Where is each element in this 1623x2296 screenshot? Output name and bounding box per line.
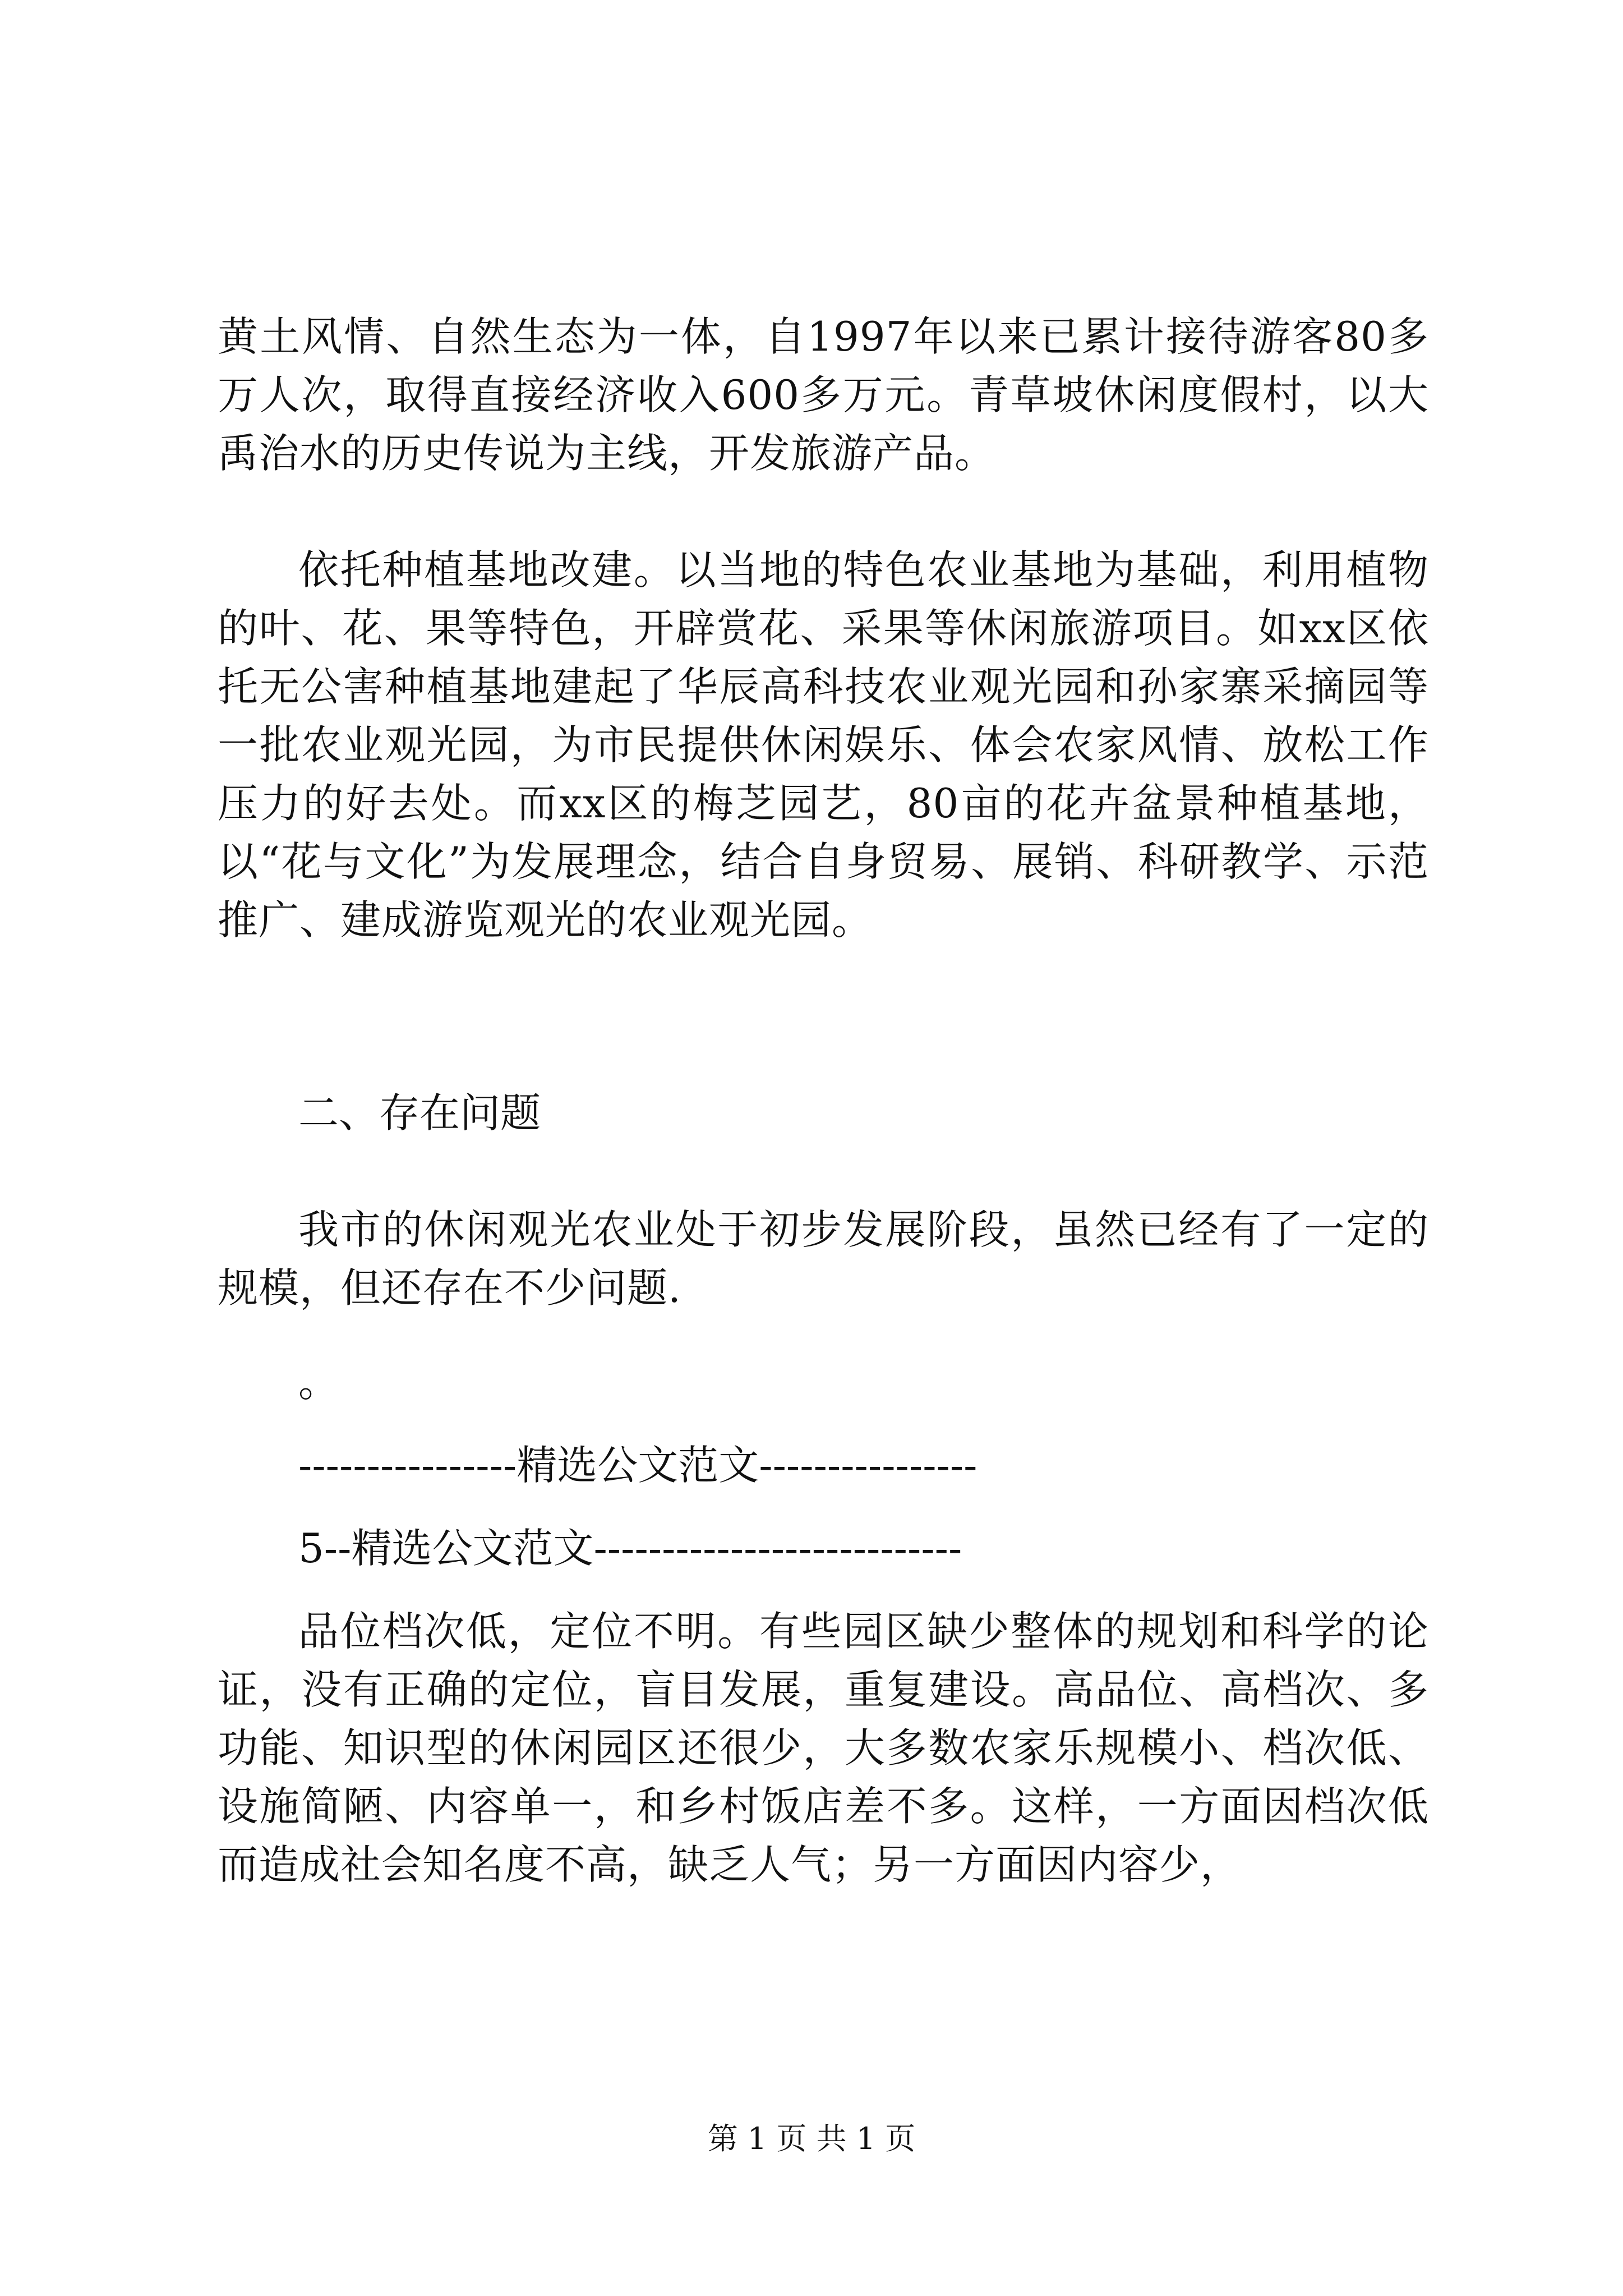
paragraph-continuation: 黄土风情、自然生态为一体，自1997年以来已累计接待游客80多万人次，取得直接经济收入600多万元。青草坡休闲度假村，以大禹治水的历史传说为主线，开发旅游产品。 bbox=[218, 313, 1429, 477]
paragraph-low-grade: 品位档次低，定位不明。有些园区缺少整体的规划和科学的论证，没有正确的定位，盲目发展，重复建设。高品位、高档次、多功能、知识型的休闲园区还很少，大多数农家乐规模小、档次低、设施简陋、内容单一，和乡村饭店差不多。这样，一方面因档次低而造成社会知名度不高，缺乏人气；另一方面因内容少， bbox=[218, 1608, 1429, 1888]
stray-period: 。 bbox=[298, 1359, 339, 1406]
paragraph-problems-intro: 我市的休闲观光农业处于初步发展阶段，虽然已经有了一定的规模，但还存在不少问题. bbox=[218, 1206, 1429, 1312]
paragraph-planting-base: 依托种植基地改建。以当地的特色农业基地为基础，利用植物的叶、花、果等特色，开辟赏花、采果等休闲旅游项目。如xx区依托无公害种植基地建起了华辰高科技农业观光园和孙家寨采摘园等一批农业观光园，为市民提供休闲娱乐、体会农家风情、放松工作压力的好去处。而xx区的梅芝园艺，80亩的花卉盆景种植基地，以“花与文化”为发展理念，结合自身贸易、展销、科研教学、示范推广、建成游览观光的农业观光园。 bbox=[218, 546, 1429, 944]
divider-line-1: ----------------精选公文范文---------------- bbox=[298, 1442, 978, 1489]
divider-line-2: 5--精选公文范文--------------------------- bbox=[298, 1525, 962, 1572]
page-footer: 第 1 页 共 1 页 bbox=[707, 2121, 916, 2156]
section-heading-problems: 二、存在问题 bbox=[298, 1089, 541, 1137]
